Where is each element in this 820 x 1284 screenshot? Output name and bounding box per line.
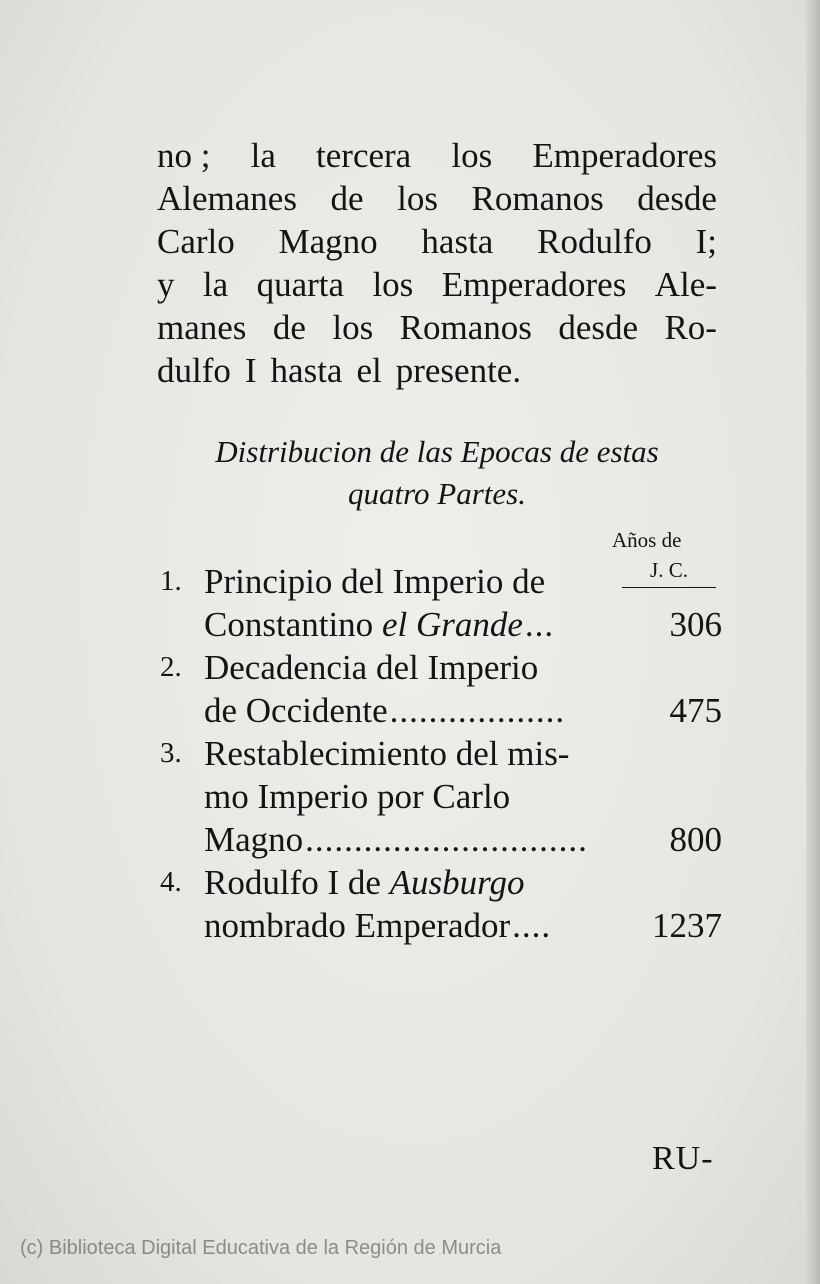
paragraph-line: y la quarta los Emperadores Ale-: [157, 265, 717, 304]
copyright-watermark: (c) Biblioteca Digital Educativa de la Región de Murcia: [20, 1237, 502, 1259]
year-value: 1237: [652, 906, 722, 945]
list-item: 1. Principio del Imperio de Constantino el Grande ... 306: [160, 562, 722, 644]
epochs-list: [160, 560, 722, 947]
item-number: 4.: [160, 866, 182, 898]
paragraph-line: Carlo Magno hasta Rodulfo I;: [157, 222, 717, 261]
paragraph-line: no ; la tercera los Emperadores: [157, 136, 717, 175]
item-number: 1.: [160, 565, 182, 597]
list-item: 2. Decadencia del Imperio de Occidente .................. 475: [160, 648, 722, 730]
paragraph-line: Alemanes de los Romanos desde: [157, 179, 717, 218]
paragraph-line: manes de los Romanos desde Ro-: [157, 308, 717, 347]
list-item: 4. Rodulfo I de Ausburgo nombrado Emperador .... 1237: [160, 863, 722, 945]
item-number: 3.: [160, 737, 182, 769]
item-number: 2.: [160, 651, 182, 683]
page-edge-shadow: [806, 0, 820, 1284]
year-value: 306: [669, 605, 722, 644]
column-header-jc: J. C.: [622, 558, 716, 588]
column-header-anos: Años de: [612, 528, 682, 552]
catchword: RU-: [652, 1140, 714, 1177]
year-value: 475: [669, 691, 722, 730]
heading-line-2: quatro Partes.: [348, 476, 526, 511]
heading-line-1: Distribucion de las Epocas de estas: [215, 434, 659, 469]
section-heading: [157, 431, 717, 515]
body-paragraph: [157, 134, 717, 392]
paragraph-line: dulfo I hasta el presente.: [157, 351, 522, 390]
list-item: 3. Restablecimiento del mis- mo Imperio por Carlo Magno ............................. 800: [160, 734, 722, 859]
year-value: 800: [669, 820, 722, 859]
